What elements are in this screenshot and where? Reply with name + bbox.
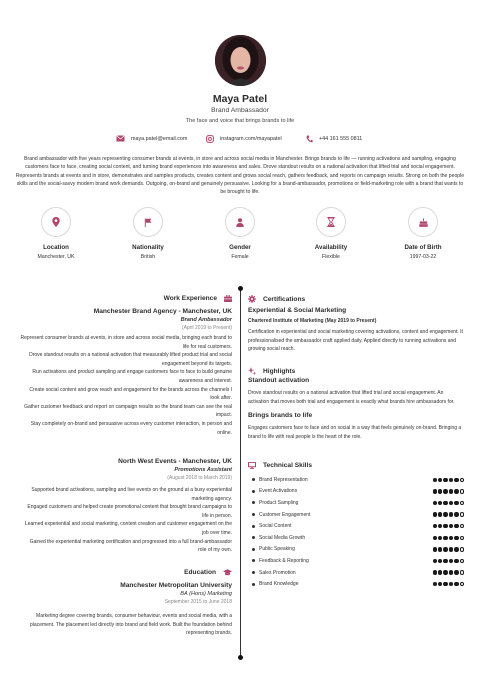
rating-dot (443, 559, 447, 563)
info-nationality (113, 207, 183, 260)
rating-dot (438, 489, 442, 493)
rating-dot (449, 582, 453, 586)
skill-name: Sales Promotion (252, 570, 296, 576)
job-title: Promotions Assistant (174, 467, 232, 473)
contact-phone[interactable] (306, 135, 362, 143)
rating-dot (460, 559, 464, 563)
rating-dot (433, 559, 437, 563)
education-dates: September 2015 to June 2018 (164, 599, 232, 605)
job-description (20, 334, 232, 437)
skill-name: Feedback & Reporting (252, 558, 309, 564)
rating-dot (433, 501, 437, 505)
rating-dot (433, 512, 437, 516)
job-description (20, 486, 232, 555)
rating-dot (438, 547, 442, 551)
job-company: Manchester Brand Agency - Manchester, UK (93, 308, 232, 315)
skill-row (252, 497, 464, 509)
tagline: The face and voice that brings brands to life (185, 118, 295, 124)
certification-name: Experiential & Social Marketing (248, 307, 347, 314)
briefcase-icon (224, 295, 232, 302)
bullet-icon (252, 501, 255, 504)
profile-summary: Brand ambassador with five years representing consumer brands at events, in store and across social media in Manchester. Brings brands to life — running activations and sampling, engaging customers face to face, creating social content, and turning brand experiences into awareness and sales. Drove standout results on a national activation that lifted trial and social engagement. Represents brands at events and in store, demonstrates and samples products, creates content and grows social reach, gathers feedback, and reports on campaign results. Strong on both the people skills and the social-savvy modern brand work demands. Outgoing, on-brand and genuinely persuasive. Looking for a brand-ambassador, promotions or field-marketing role with a brand that wants to be brought to life. (15, 156, 465, 196)
skill-rating (432, 478, 464, 482)
rating-dot (460, 570, 464, 574)
rating-dot (443, 524, 447, 528)
rating-dot (460, 582, 464, 586)
profile-photo (215, 35, 266, 86)
skill-rating (432, 582, 464, 586)
certifications-heading: Certifications (248, 295, 305, 303)
skill-rating (432, 524, 464, 528)
rating-dot (449, 524, 453, 528)
rating-dot (433, 478, 437, 482)
skill-name: Brand Knowledge (252, 581, 298, 587)
bullet-icon (252, 513, 255, 516)
rating-dot (454, 570, 458, 574)
rating-dot (443, 478, 447, 482)
bullet-icon (252, 548, 255, 551)
rating-dot (433, 570, 437, 574)
rating-dot (454, 582, 458, 586)
info-value: Female (231, 254, 249, 260)
skill-rating (432, 559, 464, 563)
rating-dot (443, 501, 447, 505)
skills-list (252, 474, 464, 590)
rating-dot (443, 547, 447, 551)
highlight-text: Drove standout results on a national activation that lifted trial and social engagement. An activation that moves both trial and engagement is exactly what brands hire ambassadors for. (248, 390, 455, 405)
rating-dot (449, 478, 453, 482)
skill-name: Brand Representation (252, 477, 308, 483)
info-availability (296, 207, 366, 260)
highlights-heading: Highlights (248, 367, 295, 375)
skill-rating (432, 547, 464, 551)
bullet-icon (252, 571, 255, 574)
phone-icon (306, 135, 313, 143)
certification-description: Certification in experiential and social marketing covering activations, content and engagement. It professionalised the ambassador craft applied daily. Applied directly to running activations and growing social reach. (248, 329, 463, 353)
skill-row (252, 555, 464, 567)
timeline-dot-top (238, 286, 243, 291)
rating-dot (433, 489, 437, 493)
highlights-list (248, 377, 464, 441)
candidate-role: Brand Ambassador (211, 107, 269, 114)
timeline-dot-bottom (238, 655, 243, 660)
rating-dot (460, 547, 464, 551)
rating-dot (460, 478, 464, 482)
info-value: 1997-03-22 (409, 254, 437, 260)
skill-rating (432, 501, 464, 505)
rating-dot (438, 559, 442, 563)
rating-dot (438, 582, 442, 586)
skill-row (252, 544, 464, 556)
person-icon (236, 218, 244, 227)
rating-dot (449, 489, 453, 493)
skill-name: Public Speaking (252, 546, 295, 552)
rating-dot (433, 582, 437, 586)
location-pin-icon (52, 217, 60, 227)
rating-dot (449, 536, 453, 540)
rating-dot (449, 570, 453, 574)
rating-dot (454, 489, 458, 493)
rating-dot (438, 478, 442, 482)
rating-dot (454, 547, 458, 551)
skill-rating (432, 536, 464, 540)
monitor-icon (248, 462, 256, 469)
highlight-text: Engages customers face to face and on social in a way that feels genuinely on-brand. Bringing a brand to life with real people is the heart of the role. (248, 425, 462, 440)
job-entry (20, 458, 232, 555)
skill-row (252, 486, 464, 498)
graduation-cap-icon (223, 569, 232, 576)
skill-row (252, 532, 464, 544)
rating-dot (460, 524, 464, 528)
rating-dot (433, 547, 437, 551)
school-name: Manchester Metropolitan University (120, 582, 232, 589)
certification-issuer: Chartered Institute of Marketing (May 2019 to Present) (248, 318, 377, 324)
degree: BA (Hons) Marketing (180, 591, 232, 597)
flag-icon (144, 218, 152, 227)
work-experience-heading: Work Experience (164, 295, 232, 302)
email-icon (116, 135, 125, 142)
job-line: Supported brand activations, sampling and live events on the ground at a busy experiential marketing agency. (31, 487, 232, 502)
rating-dot (454, 524, 458, 528)
job-line: Stay completely on-brand and persuasive across every customer interaction, in person and online. (30, 420, 232, 436)
info-label: Date of Birth (404, 244, 442, 251)
skill-name: Social Media Growth (252, 535, 305, 541)
info-label: Gender (229, 244, 251, 251)
phone-text: +44 161 555 0811 (319, 136, 363, 142)
skill-rating (432, 512, 464, 516)
job-company: North West Events - Manchester, UK (118, 458, 232, 465)
bullet-icon (252, 583, 255, 586)
job-title: Brand Ambassador (180, 317, 232, 323)
skill-rating (432, 489, 464, 493)
instagram-text: instagram.com/mayapatel (220, 136, 282, 142)
job-line: Engaged customers and helped create promotional content that brought brand campaigns to life in person. (27, 504, 232, 519)
info-date-of-birth (388, 207, 458, 260)
rating-dot (460, 512, 464, 516)
info-value: Manchester, UK (37, 254, 75, 260)
job-line: Gather customer feedback and report on campaign results so the brand team can see the real impact. (24, 403, 232, 419)
info-value: British (140, 254, 156, 260)
rating-dot (438, 524, 442, 528)
rating-dot (438, 512, 442, 516)
job-entry (20, 308, 232, 437)
highlight-title: Standout activation (248, 377, 310, 384)
rating-dot (438, 536, 442, 540)
skill-row (252, 474, 464, 486)
rating-dot (460, 489, 464, 493)
hourglass-icon (327, 217, 335, 227)
rating-dot (454, 559, 458, 563)
rating-dot (449, 512, 453, 516)
rating-dot (443, 512, 447, 516)
job-line: Gained the experiential marketing certification and progressed into a full brand-ambassador role of my own. (29, 538, 232, 554)
rating-dot (443, 536, 447, 540)
rating-dot (460, 501, 464, 505)
skill-row (252, 509, 464, 521)
sparkle-icon (248, 367, 256, 375)
rating-dot (438, 501, 442, 505)
job-line: Represent consumer brands at events, in store and across social media, bringing each brand to life for real customers. (20, 335, 232, 350)
candidate-name: Maya Patel (212, 93, 268, 105)
certification-entry (248, 307, 464, 354)
bullet-icon (252, 490, 255, 493)
skill-name: Event Activations (252, 488, 297, 494)
info-gender (205, 207, 275, 260)
rating-dot (443, 582, 447, 586)
info-label: Nationality (132, 244, 164, 251)
rating-dot (454, 512, 458, 516)
bullet-icon (252, 559, 255, 562)
skill-row (252, 567, 464, 579)
bullet-icon (252, 478, 255, 481)
rating-dot (443, 570, 447, 574)
info-location (21, 207, 91, 260)
rating-dot (433, 524, 437, 528)
rating-dot (454, 478, 458, 482)
technical-skills-heading: Technical Skills (248, 462, 312, 469)
rating-dot (454, 501, 458, 505)
rating-dot (443, 489, 447, 493)
gear-icon (248, 295, 256, 303)
job-dates: (April 2019 to Present) (181, 325, 232, 331)
cake-icon (419, 218, 428, 227)
education-heading: Education (184, 569, 232, 576)
job-line: Learned experiential and social marketing, content creation and customer engagement on the job over time. (24, 521, 232, 536)
highlight-title: Brings brands to life (248, 412, 313, 420)
info-label: Location (43, 244, 69, 251)
info-label: Availability (314, 244, 348, 251)
job-line: Create social content and grow reach and engagement for the brands across the channels I look after. (29, 386, 232, 402)
education-entry (20, 582, 232, 638)
contact-instagram[interactable] (206, 135, 282, 143)
instagram-icon (206, 135, 214, 143)
skill-rating (432, 570, 464, 574)
job-dates: (August 2018 to March 2019) (167, 475, 232, 481)
bullet-icon (252, 525, 255, 528)
rating-dot (454, 536, 458, 540)
bullet-icon (252, 536, 255, 539)
job-line: Run activations and product sampling and engage customers face to face to build genuine awareness and interest. (32, 369, 232, 384)
info-value: Flexible (322, 254, 340, 260)
job-line: Drove standout results on a national activation that measurably lifted product trial and social engagement beyond its targets. (29, 352, 232, 367)
rating-dot (460, 536, 464, 540)
education-description: Marketing degree covering brands, consumer behaviour, events and social media, with a placement. The placement led directly into brand and field work. Built the foundation behind representing brands. (30, 613, 232, 637)
timeline-line (240, 289, 241, 658)
email-text: maya.patel@email.com (131, 135, 188, 142)
skill-name: Customer Engagement (252, 512, 310, 518)
rating-dot (449, 501, 453, 505)
skill-row (252, 520, 464, 532)
contact-email[interactable] (116, 135, 187, 142)
rating-dot (433, 536, 437, 540)
skill-name: Social Content (252, 523, 292, 529)
rating-dot (449, 559, 453, 563)
skill-name: Product Sampling (252, 500, 298, 506)
rating-dot (438, 570, 442, 574)
skill-row (252, 578, 464, 590)
rating-dot (449, 547, 453, 551)
